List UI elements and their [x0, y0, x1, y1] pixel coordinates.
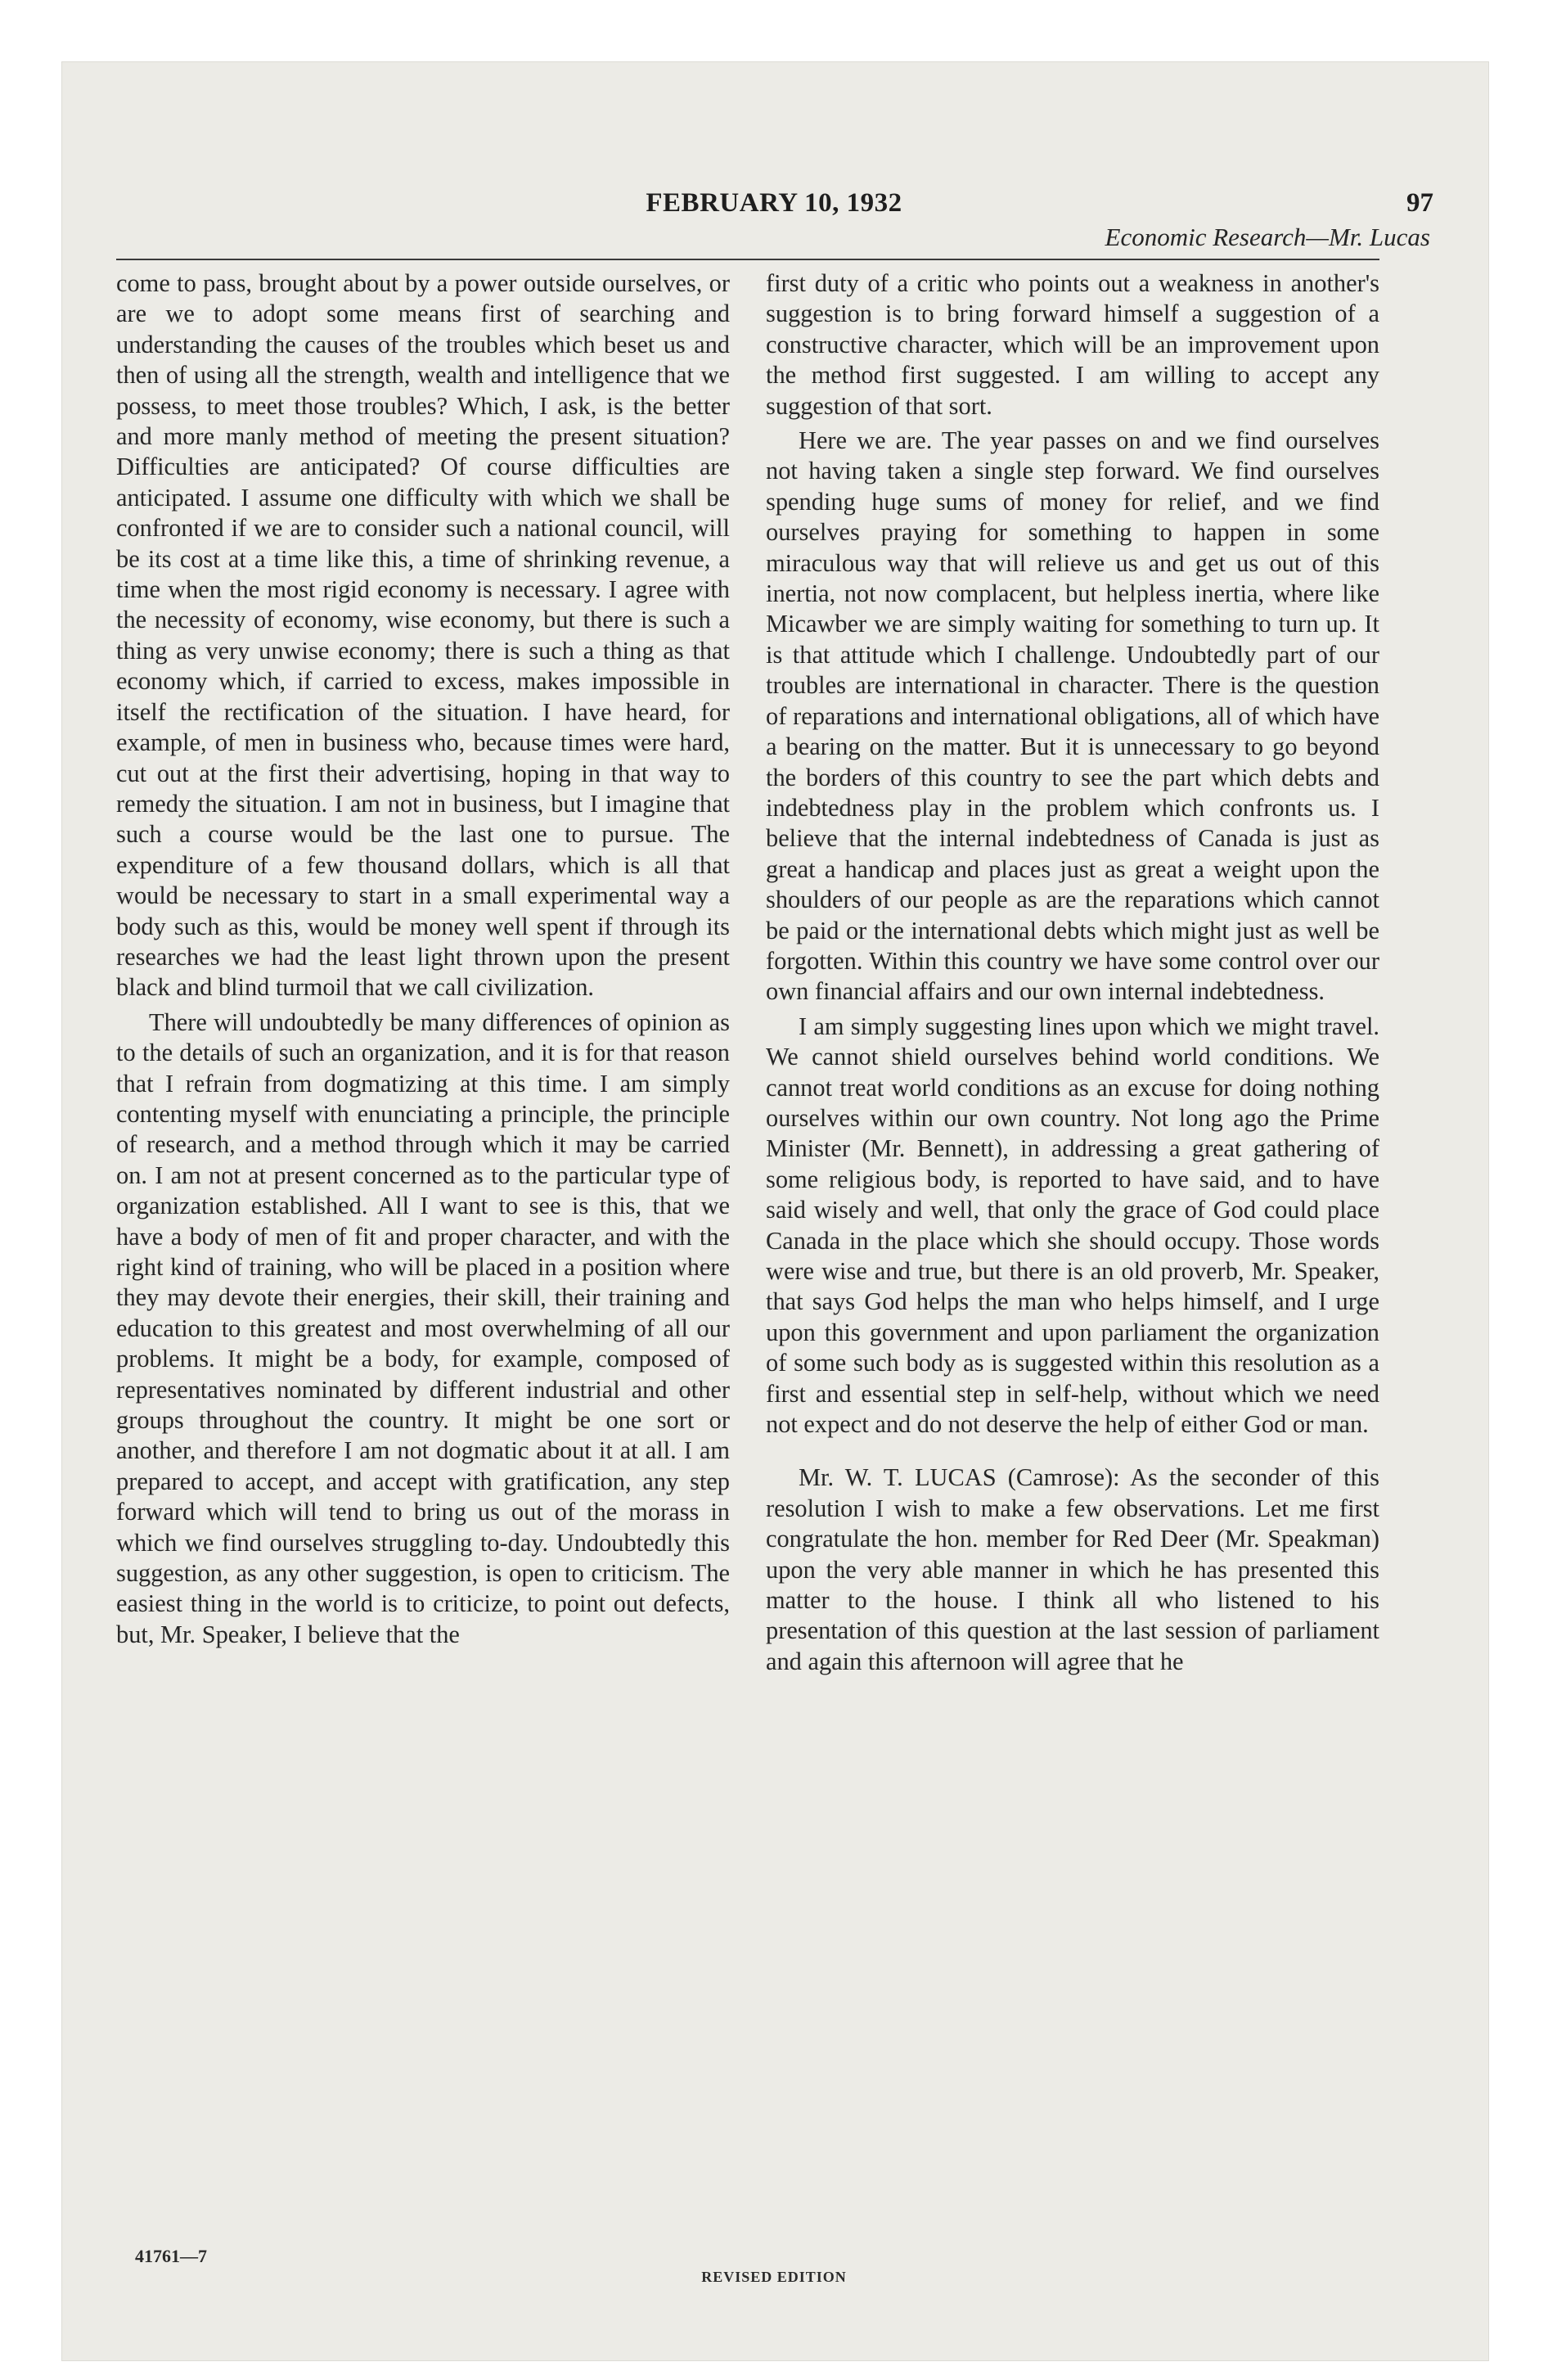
document-code: 41761—7 — [135, 2246, 207, 2266]
paragraph: There will undoubtedly be many differences of opinion as to the details of such an organization, and it is for that reason that I refrain from dogmatizing at this time. I am simply contenting myself with enunciating a principle, the principle of research, and a method through which it may be carried on. I am not at present concerned as to the particular type of organization established. All I want to see is this, that we have a body of men of fit and proper character, and with the right kind of training, who will be placed in a position where they may devote their energies, their skill, their training and education to this greatest and most overwhelming of all our problems. It might be a body, for example, composed of representatives nominated by different industrial and other groups throughout the country. It might be one sort or another, and therefore I am not dogmatic about it at all. I am prepared to accept, and accept with gratification, any step forward which will tend to bring us out of the morass in which we find ourselves struggling to-day. Undoubtedly this suggestion, as any other suggestion, is open to criticism. The easiest thing in the world is to criticize, to point out defects, but, Mr. Speaker, I believe that the — [116, 1007, 730, 1648]
paragraph: first duty of a critic who points out a weakness in another's suggestion is to bring forward himself a suggestion of a constructive character, which will be an improvement upon the method first suggested. I am willing to accept any suggestion of that sort. — [766, 269, 1379, 420]
paragraph: I am simply suggesting lines upon which we might travel. We cannot shield ourselves behind world conditions. We cannot treat world conditions as an excuse for doing nothing ourselves within our own country. Not long ago the Prime Minister (Mr. Bennett), in addressing a great gathering of some religious body, is reported to have said, and to have said wisely and well, that only the grace of God could place Canada in the place which she should occupy. Those words were wise and true, but there is an old proverb, Mr. Speaker, that says God helps the man who helps himself, and I urge upon this government and upon parliament the organization of some such body as is suggested within this resolution as a first and essential step in self-help, without which we need not expect and do not deserve the help of either God or man. — [766, 1012, 1379, 1439]
speaker-paragraph: Mr. W. T. LUCAS (Camrose): As the seconder of this resolution I wish to make a few observations. Let me first congratulate the hon. member for Red Deer (Mr. Speakman) upon the very able manner in which he has presented this matter to the house. I think all who listened to his presentation of this question at the last session of parliament and again this afternoon will agree that he — [766, 1463, 1379, 1675]
paragraph: Here we are. The year passes on and we find ourselves not having taken a single step forward. We find ourselves spending huge sums of money for relief, and we find ourselves praying for something to happen in some miraculous way that will relieve us and get us out of this inertia, not now complacent, but helpless inertia, where like Micawber we are simply waiting for something to turn up. It is that attitude which I challenge. Undoubtedly part of our troubles are international in character. There is the question of reparations and international obligations, all of which have a bearing on the matter. But it is unnecessary to go beyond the borders of this country to see the part which debts and indebtedness play in the problem which confronts us. I believe that the internal indebtedness of Canada is just as great a handicap and places just as great a weight upon the shoulders of our people as are the reparations which cannot be paid or the international debts which might just as well be forgotten. Within this country we have some control over our own financial affairs and our own internal indebtedness. — [766, 426, 1379, 1006]
running-head: Economic Research—Mr. Lucas — [1105, 223, 1430, 251]
left-column — [116, 268, 730, 1650]
edition-label: REVISED EDITION — [701, 2269, 847, 2285]
page-number: 97 — [1406, 188, 1433, 218]
page-date: FEBRUARY 10, 1932 — [646, 188, 902, 218]
right-column — [766, 268, 1379, 1677]
header-rule — [116, 259, 1379, 260]
paragraph: come to pass, brought about by a power outside ourselves, or are we to adopt some means first of searching and understanding the causes of the troubles which beset us and then of using all the strength, wealth and intelligence that we possess, to meet those troubles? Which, I ask, is the better and more manly method of meeting the present situation? Difficulties are anticipated? Of course difficulties are anticipated. I assume one difficulty with which we shall be confronted if we are to consider such a national council, will be its cost at a time like this, a time of shrinking revenue, a time when the most rigid economy is necessary. I agree with the necessity of economy, wise economy, but there is such a thing as very unwise economy; there is such a thing as that economy which, if carried to excess, makes impossible in itself the rectification of the situation. I have heard, for example, of men in business who, because times were hard, cut out at the first their advertising, hoping in that way to remedy the situation. I am not in business, but I imagine that such a course would be the last one to pursue. The expenditure of a few thousand dollars, which is all that would be necessary to start in a small experimental way a body such as this, would be money well spent if through its researches we had the least light thrown upon the present black and blind turmoil that we call civilization. — [116, 269, 730, 1002]
